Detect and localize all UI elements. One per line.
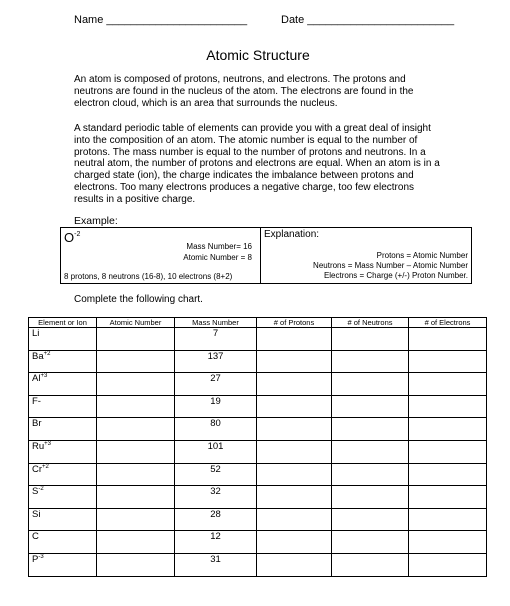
neutrons-cell[interactable] (332, 440, 409, 463)
periodic-table-paragraph: A standard periodic table of elements can provide you with a great deal of insight into the composition of an atom. The atomic number is equal to the number of protons. The mass number is equal to the number of protons and neutrons. In a neutral atom, the number of protons and electrons are equal. When an atom is in a charged state (ion), the charge indicates the imbalance between protons and electrons. Too many electrons produces a negative charge, too few electrons results in a positive charge. (74, 123, 440, 205)
element-cell (29, 373, 97, 396)
neutrons-cell[interactable] (332, 508, 409, 531)
element-symbol-wrap (29, 351, 96, 363)
mass-number-value: 101 (207, 440, 224, 452)
ion-charge: -2 (38, 486, 44, 492)
electrons-cell[interactable] (409, 373, 487, 396)
element-cell (29, 486, 97, 509)
page-title: Atomic Structure (206, 47, 310, 63)
explanation-label: Explanation: (264, 229, 320, 240)
example-box (60, 227, 472, 284)
element-symbol-wrap (29, 373, 96, 385)
electrons-cell[interactable] (409, 418, 487, 441)
ion-charge: +3 (44, 440, 51, 447)
protons-cell[interactable] (257, 463, 332, 486)
mass-number-value: 52 (210, 463, 221, 475)
table-row (29, 395, 487, 418)
neutrons-formula: Neutrons = Mass Number – Atomic Number (313, 261, 468, 270)
example-ion-charge: -2 (74, 230, 81, 238)
name-field-label: Name _______________________ (74, 14, 248, 26)
table-row (29, 486, 487, 509)
mass-number-cell (175, 553, 257, 576)
atomic-number-cell[interactable] (97, 395, 175, 418)
element-symbol: Ba (32, 350, 44, 362)
header-element-or-ion: Element or Ion (29, 318, 97, 328)
ion-charge: +2 (42, 463, 49, 470)
table-row (29, 440, 487, 463)
protons-cell[interactable] (257, 531, 332, 554)
neutrons-cell[interactable] (332, 531, 409, 554)
atomic-number-cell[interactable] (97, 328, 175, 351)
electrons-cell[interactable] (409, 440, 487, 463)
element-cell (29, 440, 97, 463)
atomic-number-cell[interactable] (97, 373, 175, 396)
table-row (29, 418, 487, 441)
mass-number-cell (175, 418, 257, 441)
protons-cell[interactable] (257, 328, 332, 351)
mass-number-cell (175, 395, 257, 418)
mass-number-value: 27 (210, 373, 221, 385)
mass-number-value: 28 (210, 508, 221, 520)
chart-header-row (29, 318, 487, 328)
mass-number-cell (175, 373, 257, 396)
atomic-number-cell[interactable] (97, 418, 175, 441)
example-label: Example: (74, 215, 118, 227)
neutrons-cell[interactable] (332, 553, 409, 576)
table-row (29, 328, 487, 351)
protons-cell[interactable] (257, 440, 332, 463)
example-mass-number: Mass Number= 16 (186, 242, 252, 251)
table-row (29, 373, 487, 396)
atomic-number-cell[interactable] (97, 508, 175, 531)
electrons-cell[interactable] (409, 395, 487, 418)
element-cell (29, 508, 97, 531)
protons-cell[interactable] (257, 373, 332, 396)
neutrons-cell[interactable] (332, 328, 409, 351)
element-symbol-wrap (29, 531, 96, 543)
ion-charge: +2 (43, 350, 51, 357)
header-protons: # of Protons (257, 318, 332, 328)
mass-number-value: 32 (210, 486, 221, 498)
table-row (29, 350, 487, 373)
header-mass-number: Mass Number (175, 318, 257, 328)
neutrons-cell[interactable] (332, 486, 409, 509)
protons-cell[interactable] (257, 553, 332, 576)
atomic-number-cell[interactable] (97, 531, 175, 554)
element-symbol-wrap (29, 418, 96, 430)
element-symbol: F- (32, 395, 41, 407)
neutrons-cell[interactable] (332, 395, 409, 418)
element-symbol: Br (32, 418, 42, 430)
atomic-number-cell[interactable] (97, 553, 175, 576)
header-electrons: # of Electrons (409, 318, 487, 328)
atomic-number-cell[interactable] (97, 486, 175, 509)
example-summary: 8 protons, 8 neutrons (16-8), 10 electrons (8+2) (64, 272, 233, 281)
mass-number-cell (175, 486, 257, 509)
electrons-cell[interactable] (409, 328, 487, 351)
element-symbol-wrap (29, 396, 96, 408)
element-symbol: Li (32, 328, 40, 339)
atomic-number-cell[interactable] (97, 440, 175, 463)
protons-formula: Protons = Atomic Number (376, 251, 468, 260)
element-symbol-wrap (29, 554, 96, 566)
protons-cell[interactable] (257, 395, 332, 418)
mass-number-cell (175, 350, 257, 373)
element-symbol-wrap (29, 441, 96, 453)
table-row (29, 553, 487, 576)
example-atomic-number: Atomic Number = 8 (183, 253, 252, 262)
neutrons-cell[interactable] (332, 350, 409, 373)
mass-number-cell (175, 328, 257, 351)
mass-number-cell (175, 508, 257, 531)
atomic-number-cell[interactable] (97, 350, 175, 373)
element-symbol: Si (32, 508, 41, 520)
mass-number-value: 7 (212, 328, 219, 339)
element-symbol: Ru (32, 440, 45, 452)
element-cell (29, 328, 97, 351)
example-ion (64, 230, 80, 245)
mass-number-value: 80 (210, 418, 221, 430)
element-symbol: S (32, 486, 39, 498)
element-symbol-wrap (29, 328, 96, 340)
element-symbol-wrap (29, 509, 96, 521)
atomic-chart-table (28, 317, 487, 577)
mass-number-value: 137 (207, 350, 224, 362)
neutrons-cell[interactable] (332, 373, 409, 396)
electrons-cell[interactable] (409, 553, 487, 576)
mass-number-cell (175, 440, 257, 463)
element-cell (29, 553, 97, 576)
element-cell (29, 531, 97, 554)
ion-charge: +3 (40, 373, 48, 380)
date-field-label: Date ________________________ (281, 14, 455, 26)
example-ion-symbol: O (64, 230, 75, 245)
protons-cell[interactable] (257, 508, 332, 531)
mass-number-cell (175, 531, 257, 554)
electrons-cell[interactable] (409, 486, 487, 509)
ion-charge: -3 (38, 553, 44, 560)
chart-body (29, 328, 487, 577)
atomic-number-cell[interactable] (97, 463, 175, 486)
mass-number-value: 19 (210, 395, 221, 407)
element-symbol: P (32, 553, 39, 565)
element-symbol: Cr (32, 463, 43, 475)
example-divider (260, 228, 261, 283)
mass-number-cell (175, 463, 257, 486)
element-cell (29, 418, 97, 441)
protons-cell[interactable] (257, 418, 332, 441)
element-symbol: Al (32, 373, 41, 385)
element-symbol: C (32, 531, 39, 543)
element-symbol-wrap (29, 486, 96, 498)
electrons-formula: Electrons = Charge (+/-) Proton Number. (323, 271, 468, 280)
protons-cell[interactable] (257, 350, 332, 373)
element-symbol-wrap (29, 464, 96, 476)
element-cell (29, 463, 97, 486)
mass-number-value: 12 (210, 531, 221, 543)
mass-number-value: 31 (210, 553, 221, 565)
header-neutrons: # of Neutrons (332, 318, 409, 328)
intro-paragraph: An atom is composed of protons, neutrons, and electrons. The protons and neutrons are found in the nucleus of the atom. The electrons are found in the electron cloud, which is an area that surrounds the nucleus. (74, 74, 414, 109)
header-atomic-number: Atomic Number (97, 318, 175, 328)
electrons-cell[interactable] (409, 531, 487, 554)
neutrons-cell[interactable] (332, 463, 409, 486)
electrons-cell[interactable] (409, 508, 487, 531)
chart-instruction: Complete the following chart. (74, 294, 203, 305)
protons-cell[interactable] (257, 486, 332, 509)
element-cell (29, 350, 97, 373)
neutrons-cell[interactable] (332, 418, 409, 441)
electrons-cell[interactable] (409, 350, 487, 373)
table-row (29, 531, 487, 554)
element-cell (29, 395, 97, 418)
table-row (29, 463, 487, 486)
electrons-cell[interactable] (409, 463, 487, 486)
table-row (29, 508, 487, 531)
